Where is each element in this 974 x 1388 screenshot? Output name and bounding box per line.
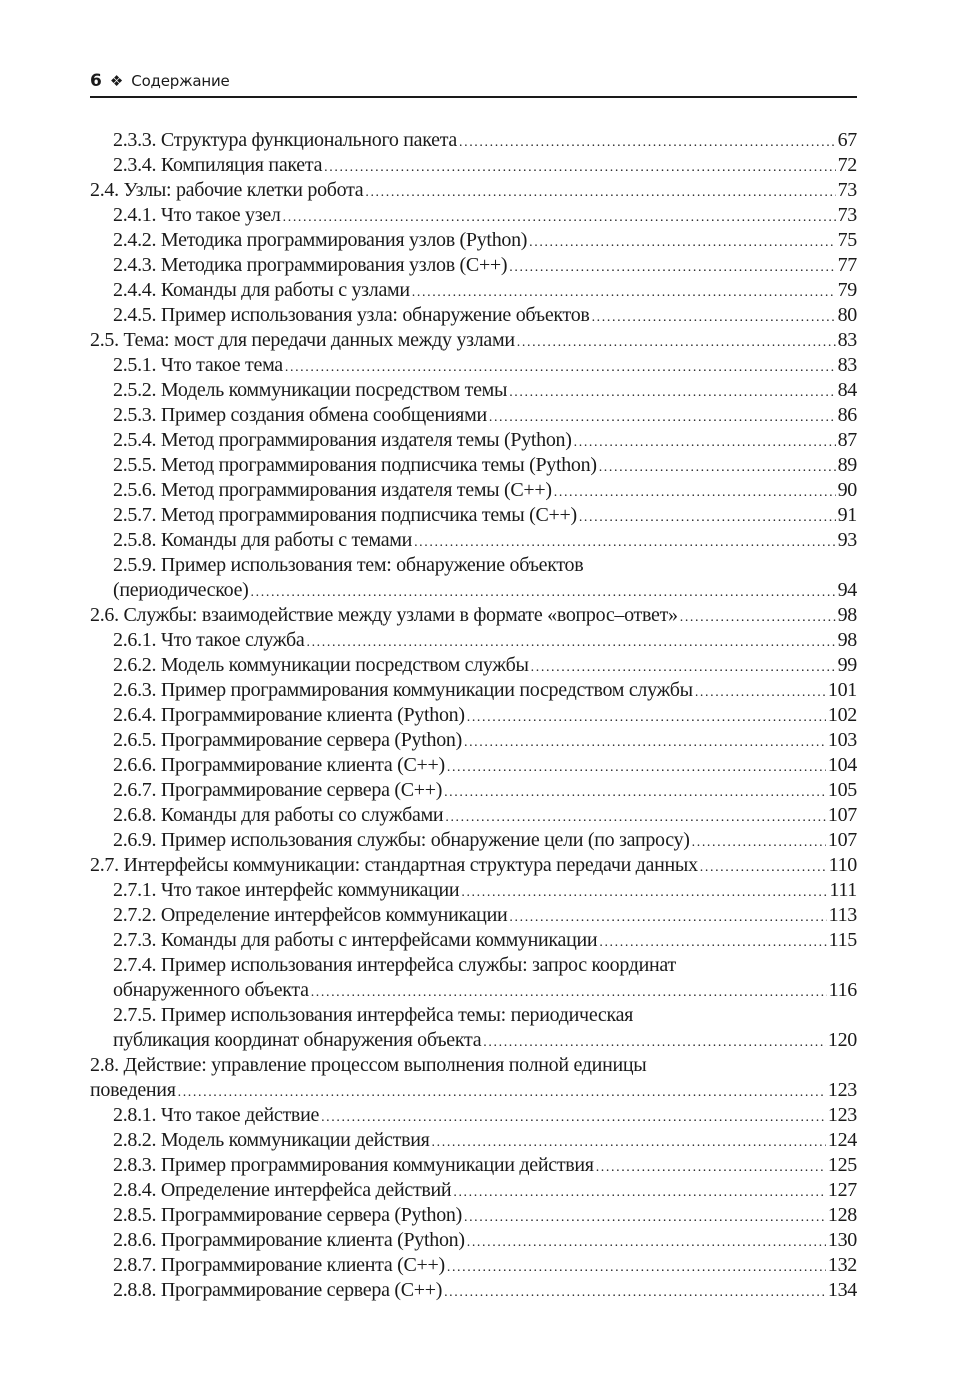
toc-page-number: 83 [837, 354, 857, 376]
toc-page-number: 111 [829, 879, 857, 901]
toc-line [90, 1128, 857, 1153]
toc-line [90, 578, 857, 603]
toc-line [90, 1253, 857, 1278]
toc-subsection-entry[interactable] [90, 903, 857, 928]
toc-section-entry[interactable] [90, 178, 857, 203]
toc-entry-title: 2.4. Узлы: рабочие клетки робота [90, 179, 364, 201]
table-of-contents [90, 128, 857, 1303]
toc-entry-title: 2.6.1. Что такое служба [113, 629, 305, 651]
toc-entry-title: 2.5. Тема: мост для передачи данных между узлами [90, 329, 515, 351]
dot-leader [444, 1280, 826, 1305]
page-header [90, 70, 857, 98]
dot-leader [285, 355, 836, 380]
dot-leader [464, 1205, 826, 1230]
toc-entry-title: 2.5.4. Метод программирования издателя темы (Python) [113, 429, 572, 451]
toc-page-number: 130 [827, 1229, 857, 1251]
toc-subsection-entry[interactable] [90, 128, 857, 153]
toc-page-number: 103 [827, 729, 857, 751]
toc-entry-title: (периодическое) [113, 579, 249, 601]
toc-page-number: 123 [827, 1079, 857, 1101]
dot-leader [306, 630, 835, 655]
toc-page-number: 90 [837, 479, 857, 501]
toc-line [90, 278, 857, 303]
toc-subsection-entry[interactable] [90, 728, 857, 753]
toc-subsection-entry[interactable] [90, 303, 857, 328]
toc-entry-title: 2.8.2. Модель коммуникации действия [113, 1129, 430, 1151]
toc-line [90, 653, 857, 678]
toc-page-number: 105 [827, 779, 857, 801]
dot-leader [251, 580, 836, 605]
toc-line [90, 1103, 857, 1128]
toc-entry-title: 2.7. Интерфейсы коммуникации: стандартная структура передачи данных [90, 854, 698, 876]
toc-entry-title: 2.7.1. Что такое интерфейс коммуникации [113, 879, 460, 901]
dot-leader [483, 1030, 826, 1055]
toc-entry-title: 2.5.9. Пример использования тем: обнаружение объектов [113, 554, 584, 576]
toc-page-number: 102 [827, 704, 857, 726]
toc-line [90, 378, 857, 403]
dot-leader [574, 430, 836, 455]
toc-page-number: 120 [827, 1029, 857, 1051]
toc-entry-title: 2.5.3. Пример создания обмена сообщениями [113, 404, 487, 426]
toc-entry-title: 2.6.6. Программирование клиента (C++) [113, 754, 445, 776]
dot-leader [283, 205, 836, 230]
toc-entry-title: 2.6.8. Команды для работы со службами [113, 804, 444, 826]
toc-entry-title: 2.8.4. Определение интерфейса действий [113, 1179, 452, 1201]
dot-leader [599, 930, 826, 955]
ornament-icon: ❖ [109, 71, 124, 90]
toc-page-number: 128 [827, 1204, 857, 1226]
toc-subsection-entry[interactable] [90, 428, 857, 453]
toc-entry-title: 2.5.5. Метод программирования подписчика темы (Python) [113, 454, 597, 476]
toc-subsection-entry[interactable] [90, 278, 857, 303]
toc-subsection-entry[interactable] [90, 628, 857, 653]
toc-subsection-entry[interactable] [90, 503, 857, 528]
toc-page-number: 98 [837, 629, 857, 651]
toc-entry-title: 2.8.6. Программирование клиента (Python) [113, 1229, 465, 1251]
toc-line [90, 253, 857, 278]
toc-entry-title: 2.6.5. Программирование сервера (Python) [113, 729, 462, 751]
toc-line [90, 128, 857, 153]
toc-subsection-entry[interactable] [90, 778, 857, 803]
toc-line [90, 928, 857, 953]
toc-page-number: 104 [827, 754, 857, 776]
toc-subsection-entry[interactable] [90, 653, 857, 678]
toc-line [90, 878, 857, 903]
toc-page-number: 98 [837, 604, 857, 626]
toc-entry-title: 2.6. Службы: взаимодействие между узлами в формате «вопрос–ответ» [90, 604, 678, 626]
dot-leader [445, 805, 826, 830]
toc-page-number: 73 [837, 204, 857, 226]
toc-line [90, 1178, 857, 1203]
toc-subsection-entry[interactable] [90, 1003, 857, 1053]
dot-leader [447, 1255, 826, 1280]
toc-page-number: 107 [827, 804, 857, 826]
toc-entry-title: публикация координат обнаружения объекта [113, 1029, 482, 1051]
toc-entry-title: поведения [90, 1079, 176, 1101]
toc-subsection-entry[interactable] [90, 678, 857, 703]
toc-subsection-entry[interactable] [90, 953, 857, 1003]
toc-page-number: 77 [837, 254, 857, 276]
toc-subsection-entry[interactable] [90, 1153, 857, 1178]
toc-subsection-entry[interactable] [90, 828, 857, 853]
toc-page-number: 67 [837, 129, 857, 151]
toc-entry-title: 2.3.3. Структура функционального пакета [113, 129, 457, 151]
dot-leader [321, 1105, 826, 1130]
toc-page-number: 94 [837, 579, 857, 601]
toc-entry-title: 2.8.1. Что такое действие [113, 1104, 320, 1126]
toc-line [90, 303, 857, 328]
toc-subsection-entry[interactable] [90, 753, 857, 778]
toc-entry-title: 2.5.6. Метод программирования издателя темы (C++) [113, 479, 552, 501]
toc-entry-title: 2.4.4. Команды для работы с узлами [113, 279, 410, 301]
toc-entry-title: 2.6.3. Пример программирования коммуникации посредством службы [113, 679, 693, 701]
dot-leader [596, 1155, 826, 1180]
toc-section-entry[interactable] [90, 1053, 857, 1103]
toc-subsection-entry[interactable] [90, 353, 857, 378]
toc-line [90, 203, 857, 228]
toc-line [90, 628, 857, 653]
toc-line [90, 678, 857, 703]
toc-line [90, 853, 857, 878]
toc-entry-title: 2.8.8. Программирование сервера (C++) [113, 1279, 443, 1301]
toc-page-number: 83 [837, 329, 857, 351]
toc-page-number: 91 [837, 504, 857, 526]
dot-leader [178, 1080, 826, 1105]
dot-leader [554, 480, 836, 505]
toc-page-number: 125 [827, 1154, 857, 1176]
dot-leader [444, 780, 826, 805]
toc-line [90, 453, 857, 478]
toc-page-number: 93 [837, 529, 857, 551]
toc-page-number: 72 [837, 154, 857, 176]
toc-line [90, 803, 857, 828]
toc-entry-title: 2.4.3. Методика программирования узлов (C++) [113, 254, 508, 276]
dot-leader [529, 230, 835, 255]
dot-leader [531, 655, 836, 680]
toc-entry-title: 2.8. Действие: управление процессом выполнения полной единицы [90, 1054, 647, 1076]
toc-line [90, 228, 857, 253]
toc-subsection-entry[interactable] [90, 253, 857, 278]
toc-entry-title: 2.5.2. Модель коммуникации посредством темы [113, 379, 508, 401]
dot-leader [489, 405, 836, 430]
dot-leader [447, 755, 826, 780]
toc-line [90, 1078, 857, 1103]
dot-leader [599, 455, 836, 480]
toc-line [90, 703, 857, 728]
toc-page-number: 123 [827, 1104, 857, 1126]
toc-entry-title: 2.5.1. Что такое тема [113, 354, 283, 376]
toc-section-entry[interactable] [90, 328, 857, 353]
toc-page-number: 134 [827, 1279, 857, 1301]
toc-line [90, 1003, 857, 1028]
toc-entry-title: 2.6.4. Программирование клиента (Python) [113, 704, 465, 726]
dot-leader [412, 280, 836, 305]
toc-page-number: 124 [827, 1129, 857, 1151]
toc-entry-title: 2.6.7. Программирование сервера (C++) [113, 779, 443, 801]
toc-subsection-entry[interactable] [90, 528, 857, 553]
toc-line [90, 503, 857, 528]
toc-subsection-entry[interactable] [90, 478, 857, 503]
toc-subsection-entry[interactable] [90, 453, 857, 478]
toc-line [90, 753, 857, 778]
toc-line [90, 353, 857, 378]
toc-page-number: 101 [827, 679, 857, 701]
toc-subsection-entry[interactable] [90, 1128, 857, 1153]
toc-line [90, 828, 857, 853]
toc-page-number: 87 [837, 429, 857, 451]
dot-leader [517, 330, 836, 355]
toc-line [90, 978, 857, 1003]
toc-entry-title: 2.8.5. Программирование сервера (Python) [113, 1204, 462, 1226]
toc-subsection-entry[interactable] [90, 228, 857, 253]
toc-subsection-entry[interactable] [90, 878, 857, 903]
dot-leader [700, 855, 827, 880]
toc-page-number: 79 [837, 279, 857, 301]
toc-line [90, 778, 857, 803]
toc-line [90, 528, 857, 553]
toc-subsection-entry[interactable] [90, 703, 857, 728]
dot-leader [592, 305, 836, 330]
toc-subsection-entry[interactable] [90, 378, 857, 403]
dot-leader [461, 880, 827, 905]
toc-line [90, 1153, 857, 1178]
dot-leader [509, 905, 826, 930]
toc-line [90, 403, 857, 428]
toc-subsection-entry[interactable] [90, 1253, 857, 1278]
toc-subsection-entry[interactable] [90, 553, 857, 603]
toc-entry-title: 2.8.3. Пример программирования коммуникации действия [113, 1154, 594, 1176]
toc-entry-title: 2.4.5. Пример использования узла: обнаружение объектов [113, 304, 590, 326]
toc-page-number: 84 [837, 379, 857, 401]
dot-leader [432, 1130, 826, 1155]
toc-subsection-entry[interactable] [90, 1228, 857, 1253]
toc-entry-title: обнаруженного объекта [113, 979, 309, 1001]
dot-leader [459, 130, 836, 155]
toc-page-number: 73 [837, 179, 857, 201]
toc-page-number: 99 [837, 654, 857, 676]
toc-line [90, 728, 857, 753]
toc-line [90, 478, 857, 503]
toc-page-number: 110 [828, 854, 857, 876]
toc-page-number: 115 [828, 929, 857, 951]
toc-subsection-entry[interactable] [90, 1103, 857, 1128]
toc-entry-title: 2.3.4. Компиляция пакета [113, 154, 323, 176]
toc-subsection-entry[interactable] [90, 803, 857, 828]
running-title: Содержание [131, 72, 230, 90]
toc-subsection-entry[interactable] [90, 403, 857, 428]
toc-page-number: 116 [828, 979, 857, 1001]
toc-subsection-entry[interactable] [90, 928, 857, 953]
toc-page-number: 80 [837, 304, 857, 326]
dot-leader [311, 980, 827, 1005]
dot-leader [414, 530, 836, 555]
toc-entry-title: 2.7.5. Пример использования интерфейса темы: периодическая [113, 1004, 634, 1026]
toc-page-number: 113 [828, 904, 857, 926]
dot-leader [692, 830, 826, 855]
toc-page-number: 75 [837, 229, 857, 251]
toc-subsection-entry[interactable] [90, 203, 857, 228]
dot-leader [695, 680, 826, 705]
toc-entry-title: 2.7.2. Определение интерфейсов коммуникации [113, 904, 508, 926]
dot-leader [509, 255, 835, 280]
toc-line [90, 603, 857, 628]
dot-leader [324, 155, 835, 180]
toc-entry-title: 2.6.9. Пример использования службы: обнаружение цели (по запросу) [113, 829, 690, 851]
toc-line [90, 328, 857, 353]
toc-line [90, 153, 857, 178]
toc-section-entry[interactable] [90, 853, 857, 878]
toc-entry-title: 2.5.8. Команды для работы с темами [113, 529, 413, 551]
toc-entry-title: 2.7.4. Пример использования интерфейса службы: запрос координат [113, 954, 676, 976]
toc-line [90, 953, 857, 978]
dot-leader [453, 1180, 826, 1205]
toc-section-entry[interactable] [90, 603, 857, 628]
toc-line [90, 1028, 857, 1053]
dot-leader [680, 605, 836, 630]
page-number: 6 [90, 71, 102, 91]
toc-page-number: 89 [837, 454, 857, 476]
toc-subsection-entry[interactable] [90, 153, 857, 178]
toc-entry-title: 2.4.1. Что такое узел [113, 204, 281, 226]
toc-line [90, 1228, 857, 1253]
toc-line [90, 553, 857, 578]
toc-page-number: 86 [837, 404, 857, 426]
toc-line [90, 1053, 857, 1078]
toc-entry-title: 2.8.7. Программирование клиента (C++) [113, 1254, 445, 1276]
dot-leader [467, 705, 826, 730]
toc-page-number: 132 [827, 1254, 857, 1276]
toc-page-number: 127 [827, 1179, 857, 1201]
dot-leader [365, 180, 835, 205]
toc-line [90, 428, 857, 453]
dot-leader [467, 1230, 826, 1255]
toc-entry-title: 2.6.2. Модель коммуникации посредством службы [113, 654, 529, 676]
toc-subsection-entry[interactable] [90, 1178, 857, 1203]
toc-entry-title: 2.4.2. Методика программирования узлов (Python) [113, 229, 528, 251]
dot-leader [579, 505, 836, 530]
dot-leader [509, 380, 835, 405]
toc-subsection-entry[interactable] [90, 1203, 857, 1228]
toc-line [90, 1278, 857, 1303]
toc-entry-title: 2.5.7. Метод программирования подписчика темы (C++) [113, 504, 577, 526]
toc-line [90, 1203, 857, 1228]
toc-entry-title: 2.7.3. Команды для работы с интерфейсами коммуникации [113, 929, 598, 951]
toc-page-number: 107 [827, 829, 857, 851]
toc-subsection-entry[interactable] [90, 1278, 857, 1303]
toc-line [90, 903, 857, 928]
toc-line [90, 178, 857, 203]
dot-leader [464, 730, 826, 755]
